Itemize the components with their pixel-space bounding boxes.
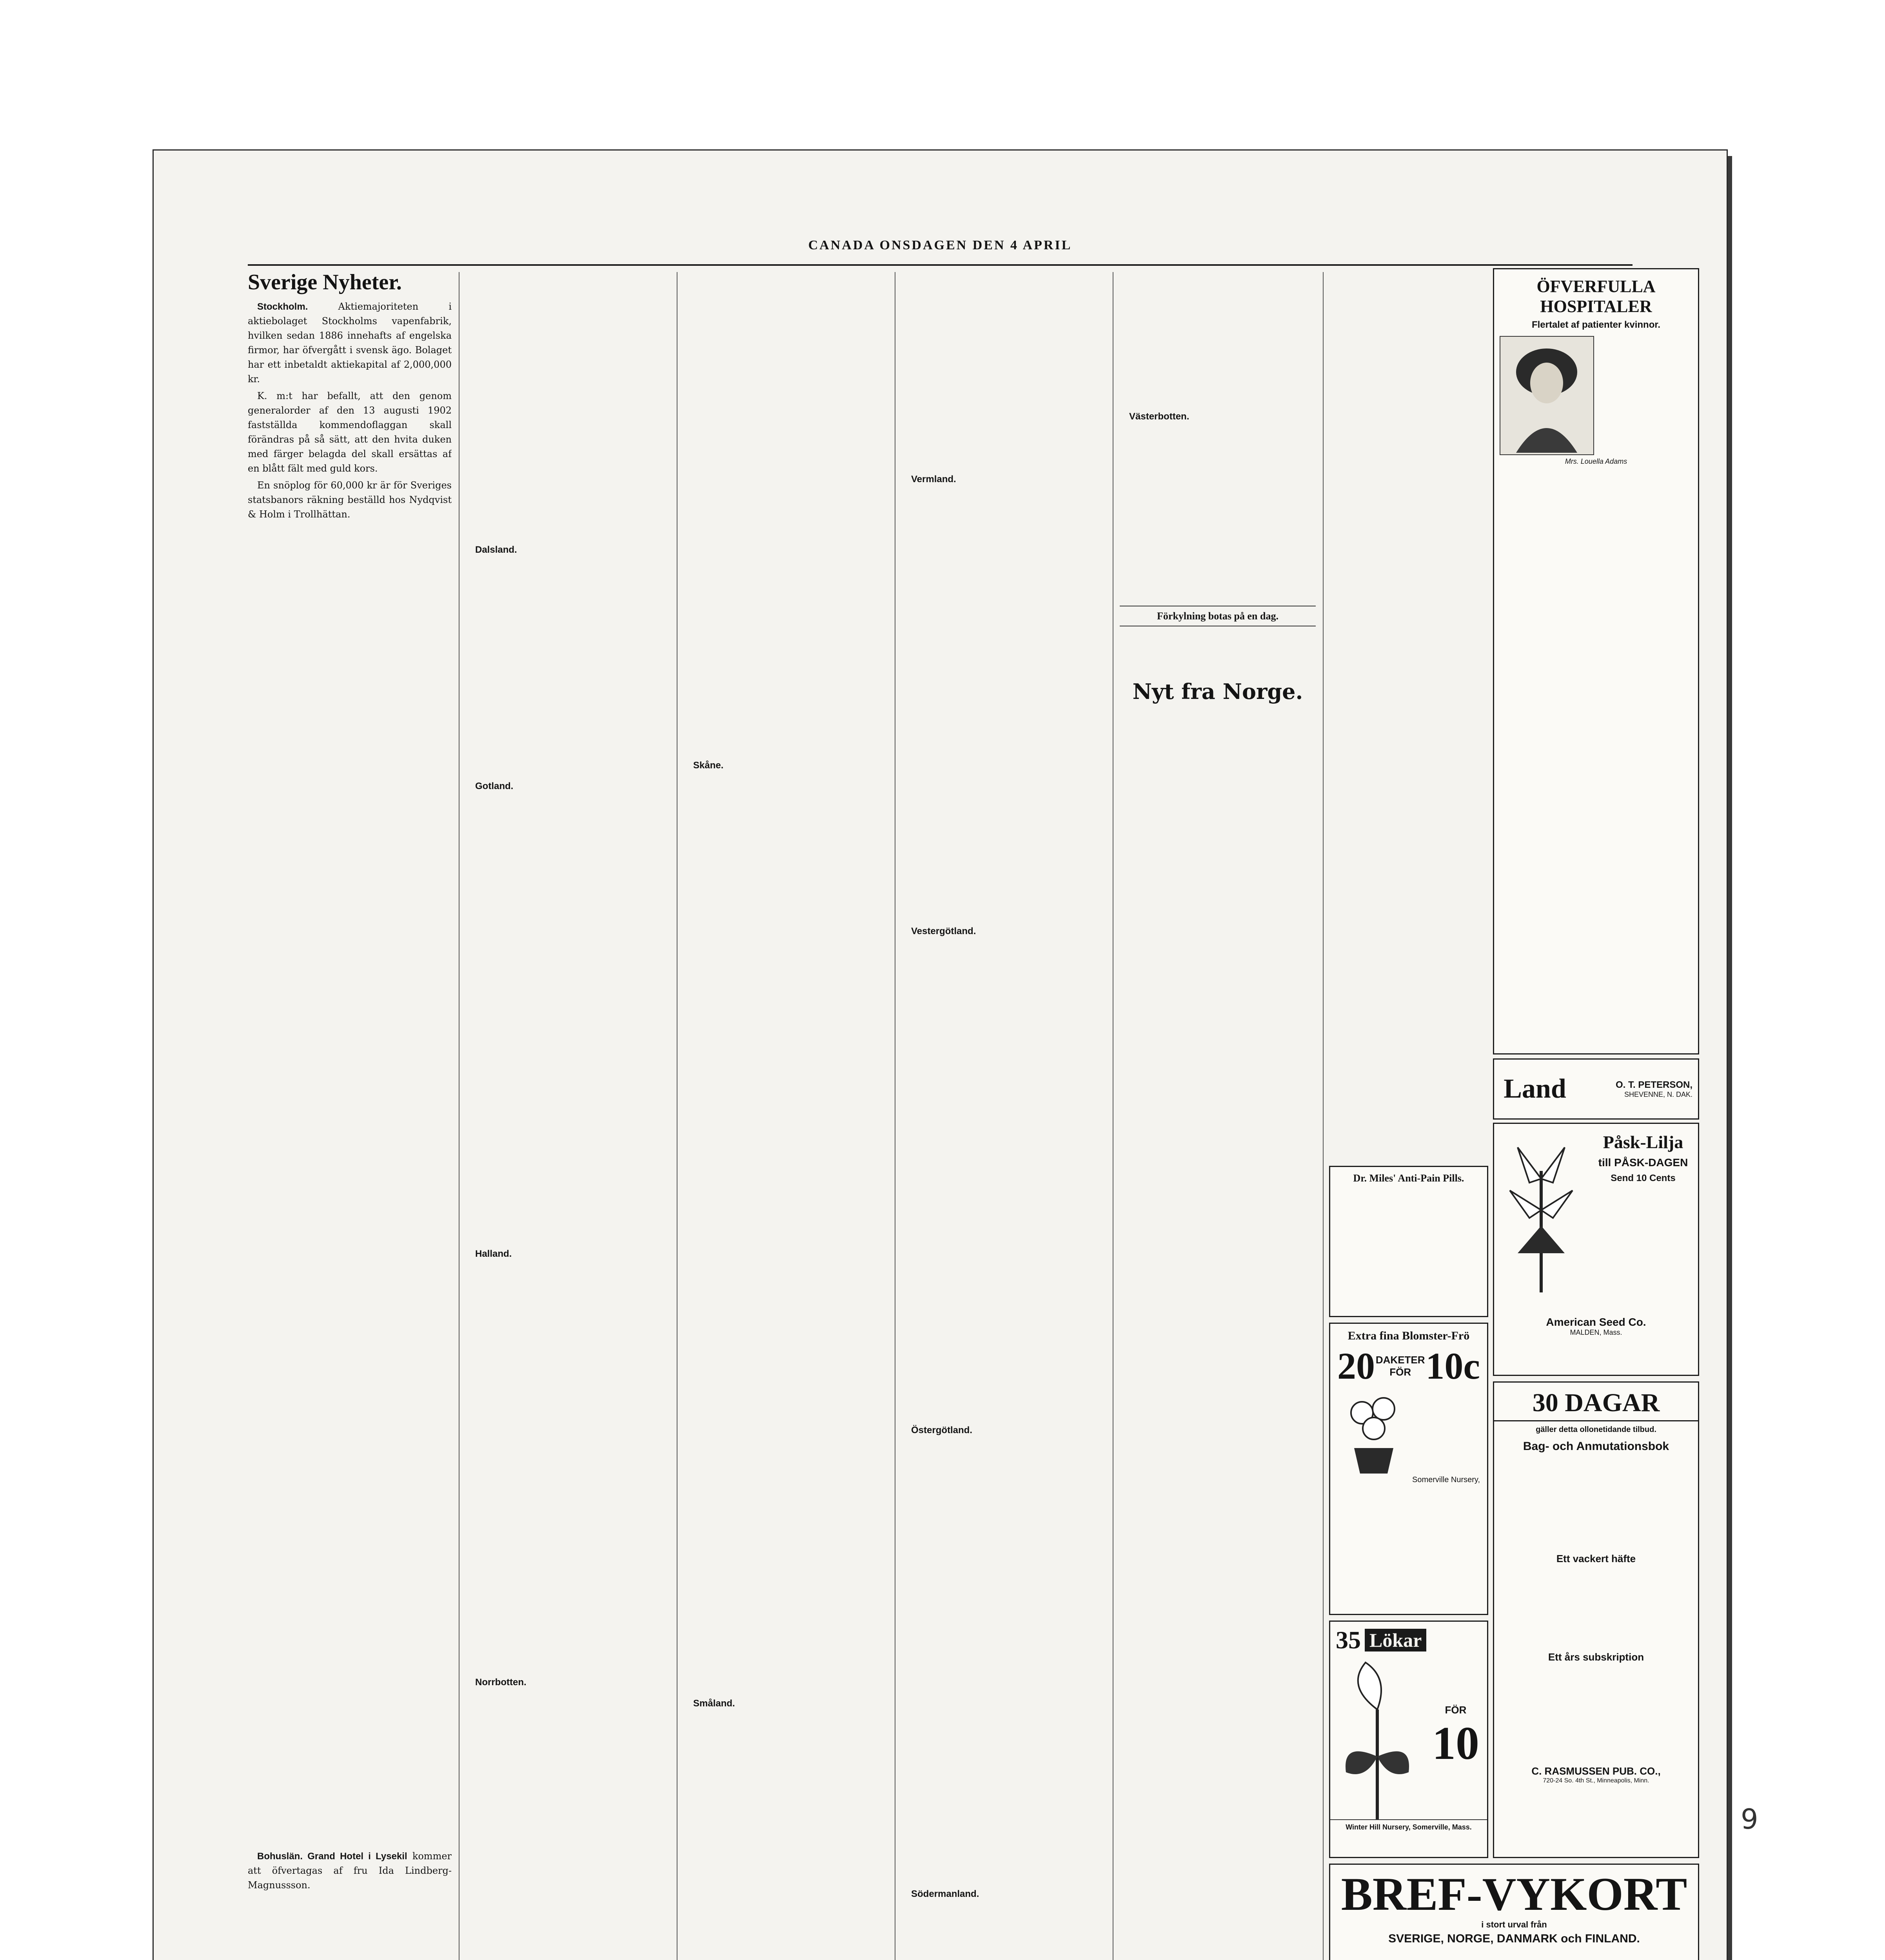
place-halland: Halland. — [475, 1249, 512, 1259]
place-stockholm: Stockholm. — [257, 301, 308, 312]
place-ostergotland: Östergötland. — [911, 1425, 973, 1436]
ad-30-days — [1493, 1381, 1699, 1858]
ad-hospital — [1493, 268, 1699, 1054]
place-vestergotland: Vestergötland. — [911, 926, 976, 936]
ad-bref-title: BREF-VYKORT — [1341, 1868, 1687, 1920]
ad-hospital-title: ÖFVERFULLA HOSPITALER — [1536, 277, 1656, 316]
ad-bulbs-count: 35 — [1336, 1626, 1361, 1654]
column-1 — [248, 268, 452, 1960]
ad-bulbs-title: Lökar — [1365, 1629, 1426, 1651]
place-vermland: Vermland. — [911, 474, 956, 485]
column-3 — [684, 268, 888, 1960]
ad-seeds-for: FÖR — [1389, 1366, 1411, 1378]
ad-days-address: 720-24 So. 4th St., Minneapolis, Minn. — [1543, 1777, 1649, 1784]
article-bohuslan: kommer att öfvertagas af fru Ida Lindberg-Magnussson. — [248, 1851, 452, 1891]
ad-seeds-company: Somerville Nursery, — [1412, 1475, 1480, 1484]
notice-forkylning: Förkylning botas på en dag. — [1120, 606, 1316, 626]
newspaper-page — [154, 151, 1727, 1960]
column-divider — [1323, 272, 1324, 1960]
calla-lily-icon — [1330, 1655, 1424, 1819]
ad-seeds-count: 20 — [1337, 1345, 1375, 1387]
column-1-body-text — [248, 524, 452, 1849]
ad-pills-title: Dr. Miles' Anti-Pain Pills. — [1353, 1172, 1464, 1184]
ad-bref-vykort — [1329, 1864, 1699, 1960]
ad-bulbs — [1329, 1621, 1488, 1858]
ad-easter-title: Påsk-Lilja — [1603, 1132, 1683, 1152]
margin-handwritten-mark: 9 — [1741, 1803, 1758, 1835]
ad-hospital-subtitle: Flertalet af patienter kvinnor. — [1531, 319, 1661, 330]
place-vesterbotten: Västerbotten. — [1129, 411, 1189, 422]
article-kommendoflagga: K. m:t har befallt, att den genom generalorder af den 13 augusti 1902 fastställda kommendoflaggan skall förändras på så sätt, att den hvita duken med färger belagda del skall ersättas af en blått fält med guld kors. — [248, 390, 452, 474]
column-4 — [902, 268, 1106, 1960]
ad-easter-company: American Seed Co. — [1546, 1316, 1646, 1328]
ad-bref-subtitle: i stort urval från — [1481, 1920, 1547, 1929]
ad-flower-seeds — [1329, 1323, 1488, 1615]
place-smaland: Småland. — [693, 1698, 735, 1709]
ad-days-subtitle: gäller detta ollonetidande tilbud. — [1536, 1425, 1656, 1434]
ad-days-company: C. RASMUSSEN PUB. CO., — [1531, 1765, 1661, 1777]
ad-easter-price: Send 10 Cents — [1611, 1173, 1676, 1183]
ad-days-gift: Ett vackert häfte — [1556, 1553, 1636, 1564]
section-heading-norge: Nyt fra Norge. — [1132, 679, 1303, 704]
flower-pot-icon — [1340, 1389, 1407, 1475]
ad-seeds-title: Extra fina Blomster-Frö — [1347, 1329, 1470, 1342]
place-skane: Skåne. — [693, 760, 724, 771]
place-norrbotten: Norrbotten. — [475, 1677, 527, 1688]
ad-bulbs-price: 10 — [1432, 1717, 1479, 1769]
place-gotland: Gotland. — [475, 781, 514, 791]
place-dalsland: Dalsland. — [475, 544, 517, 555]
ad-land — [1493, 1058, 1699, 1120]
column-2 — [466, 268, 670, 1960]
ad-land-title: Land — [1504, 1074, 1566, 1104]
ad-land-name: O. T. PETERSON, — [1615, 1079, 1693, 1090]
article-stockholm: Aktiemajoriteten i aktiebolaget Stockholms vapenfabrik, hvilken sedan 1886 innehafts af engelska firmor, har öfvergått i svensk ägo. Bolaget har ett inbetaldt aktiekapital af 2,000,000 kr. — [248, 301, 452, 385]
ad-bulbs-company: Winter Hill Nursery, Somerville, Mass. — [1330, 1819, 1487, 1831]
portrait-icon — [1500, 337, 1593, 453]
lily-flower-icon — [1494, 1124, 1588, 1292]
ad-easter-lily — [1493, 1123, 1699, 1376]
ad-seeds-price: 10c — [1426, 1345, 1480, 1387]
column-5 — [1120, 268, 1316, 1960]
ad-bref-countries: SVERIGE, NORGE, DANMARK och FINLAND. — [1388, 1932, 1640, 1945]
ad-pills — [1329, 1166, 1488, 1317]
portrait-woman — [1500, 336, 1594, 455]
place-sodermanland: Södermanland. — [911, 1889, 979, 1899]
ad-land-place: SHEVENNE, N. DAK. — [1624, 1090, 1693, 1098]
section-heading-sverige: Sverige Nyheter. — [248, 270, 402, 294]
ad-seeds-unit: DAKETER — [1375, 1354, 1425, 1366]
ad-bulbs-for: FÖR — [1445, 1704, 1467, 1716]
ad-easter-subtitle: till PÅSK-DAGEN — [1598, 1156, 1688, 1169]
ad-easter-place: MALDEN, Mass. — [1570, 1328, 1622, 1336]
page-header-title: CANADA ONSDAGEN DEN 4 APRIL — [808, 238, 1072, 252]
ad-days-title: 30 DAGAR — [1494, 1388, 1698, 1421]
ad-days-order: Ett års subskription — [1548, 1651, 1644, 1663]
page-header — [248, 233, 1633, 258]
header-rule — [248, 264, 1633, 266]
ad-hospital-portrait-name: Mrs. Louella Adams — [1565, 457, 1627, 465]
article-snoplog: En snöplog för 60,000 kr är för Sveriges statsbanors räkning beställd hos Nydqvist & Holm i Trollhättan. — [248, 480, 452, 520]
ad-days-book: Bag- och Anmutationsbok — [1523, 1440, 1669, 1453]
place-bohuslan: Bohuslän. Grand Hotel i Lysekil — [257, 1851, 407, 1862]
